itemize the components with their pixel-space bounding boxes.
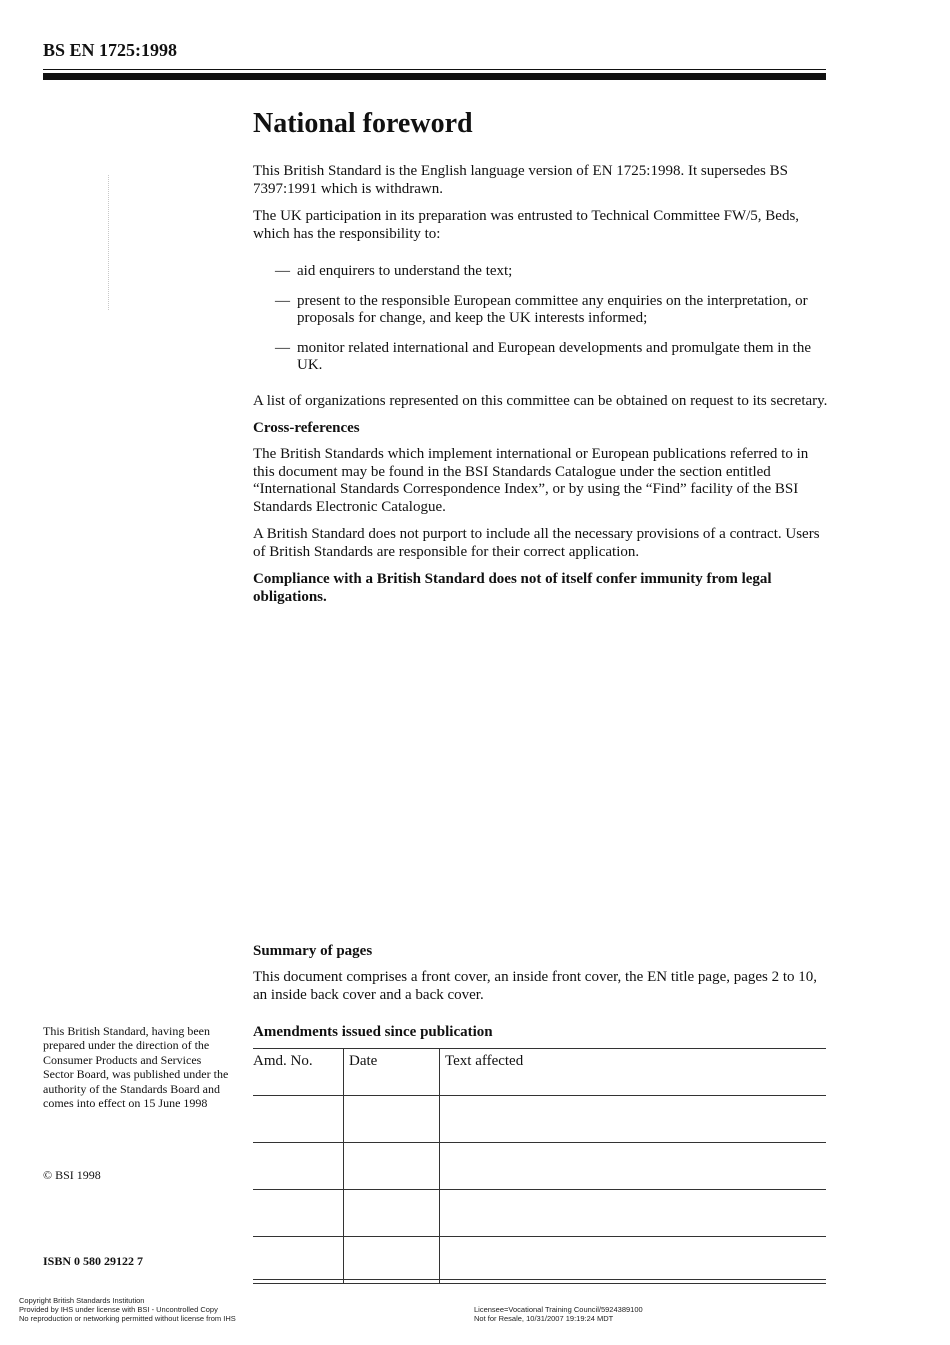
- table-row: [253, 1096, 826, 1143]
- list-item: [275, 340, 828, 375]
- dash-marker: —: [275, 339, 290, 356]
- cross-references-paragraph: The British Standards which implement international or European publications referred to in this document may be found in the BSI Standards Catalogue under the section entitled “International Standards Correspondence Index”, or by using the “Find” facility of the BSI Standards Electronic Catalogue.: [253, 446, 809, 515]
- column-header-amd-no: Amd. No.: [253, 1049, 344, 1096]
- margin-watermark: [108, 175, 115, 310]
- table-cell: [253, 1143, 344, 1190]
- table-cell: [253, 1096, 344, 1143]
- cross-references-heading: Cross-references: [253, 420, 360, 436]
- table-cell: [344, 1096, 440, 1143]
- summary-paragraph: This document comprises a front cover, an inside front cover, the EN title page, pages 2 to 10, an inside back cover and a back cover.: [253, 969, 818, 1003]
- summary-heading: Summary of pages: [253, 943, 373, 959]
- list-item-text: monitor related international and European developments and promulgate them in the UK.: [297, 339, 812, 373]
- column-header-text-affected: Text affected: [440, 1049, 827, 1096]
- table-cell: [440, 1143, 827, 1190]
- intro-paragraph: This British Standard is the English language version of EN 1725:1998. It supersedes BS 7397:1991 which is withdrawn.: [253, 163, 788, 197]
- footer-line: Licensee=Vocational Training Council/5924389100: [474, 1305, 643, 1314]
- table-cell: [344, 1143, 440, 1190]
- isbn-number: ISBN 0 580 29122 7: [43, 1254, 144, 1268]
- participation-paragraph: The UK participation in its preparation was entrusted to Technical Committee FW/5, Beds, which has the responsibility to:: [253, 208, 800, 242]
- header-rule-thin: [43, 69, 826, 70]
- list-item: [275, 293, 828, 328]
- footer-line: No reproduction or networking permitted without license from IHS: [19, 1314, 236, 1323]
- footer-license-right: [474, 1305, 643, 1323]
- footer-line: Copyright British Standards Institution: [19, 1296, 145, 1305]
- organizations-paragraph: A list of organizations represented on this committee can be obtained on request to its secretary.: [253, 392, 828, 409]
- table-cell: [440, 1096, 827, 1143]
- list-item-text: aid enquirers to understand the text;: [297, 263, 513, 279]
- copyright-notice: © BSI 1998: [43, 1168, 101, 1182]
- page-title: National foreword: [253, 108, 473, 139]
- table-cell: [344, 1237, 440, 1284]
- table-header-row: [253, 1049, 826, 1096]
- list-item-text: present to the responsible European committee any enquiries on the interpretation, or proposals for change, and keep the UK interests informed;: [297, 292, 808, 326]
- footer-license-left: [19, 1296, 236, 1323]
- header-rule-thick: [43, 73, 826, 80]
- table-cell: [253, 1190, 344, 1237]
- foreword-section: [253, 108, 828, 616]
- table-cell: [253, 1237, 344, 1284]
- table-cell: [440, 1237, 827, 1284]
- summary-section: [253, 943, 828, 1014]
- footer-rule: [253, 1279, 826, 1280]
- amendments-heading: Amendments issued since publication: [253, 1024, 493, 1040]
- table-row: [253, 1237, 826, 1284]
- responsibility-list: [275, 263, 828, 375]
- document-code: BS EN 1725:1998: [43, 40, 178, 60]
- footer-line: Provided by IHS under license with BSI - Uncontrolled Copy: [19, 1305, 218, 1314]
- dash-marker: —: [275, 263, 290, 279]
- column-header-date: Date: [344, 1049, 440, 1096]
- table-cell: [344, 1190, 440, 1237]
- footer-line: Not for Resale, 10/31/2007 19:19:24 MDT: [474, 1314, 614, 1323]
- table-cell: [440, 1190, 827, 1237]
- amendments-table: [253, 1048, 826, 1284]
- table-row: [253, 1143, 826, 1190]
- publication-note: This British Standard, having been prepared under the direction of the Consumer Products and Services Sector Board, was published under the authority of the Standards Board and comes into effect on 15 June 1998: [43, 1024, 229, 1111]
- contract-paragraph: A British Standard does not purport to include all the necessary provisions of a contract. Users of British Standards are responsible for their correct application.: [253, 526, 820, 560]
- list-item: [275, 263, 828, 281]
- dash-marker: —: [275, 292, 290, 309]
- table-row: [253, 1190, 826, 1237]
- compliance-statement: Compliance with a British Standard does not of itself confer immunity from legal obligations.: [253, 571, 772, 605]
